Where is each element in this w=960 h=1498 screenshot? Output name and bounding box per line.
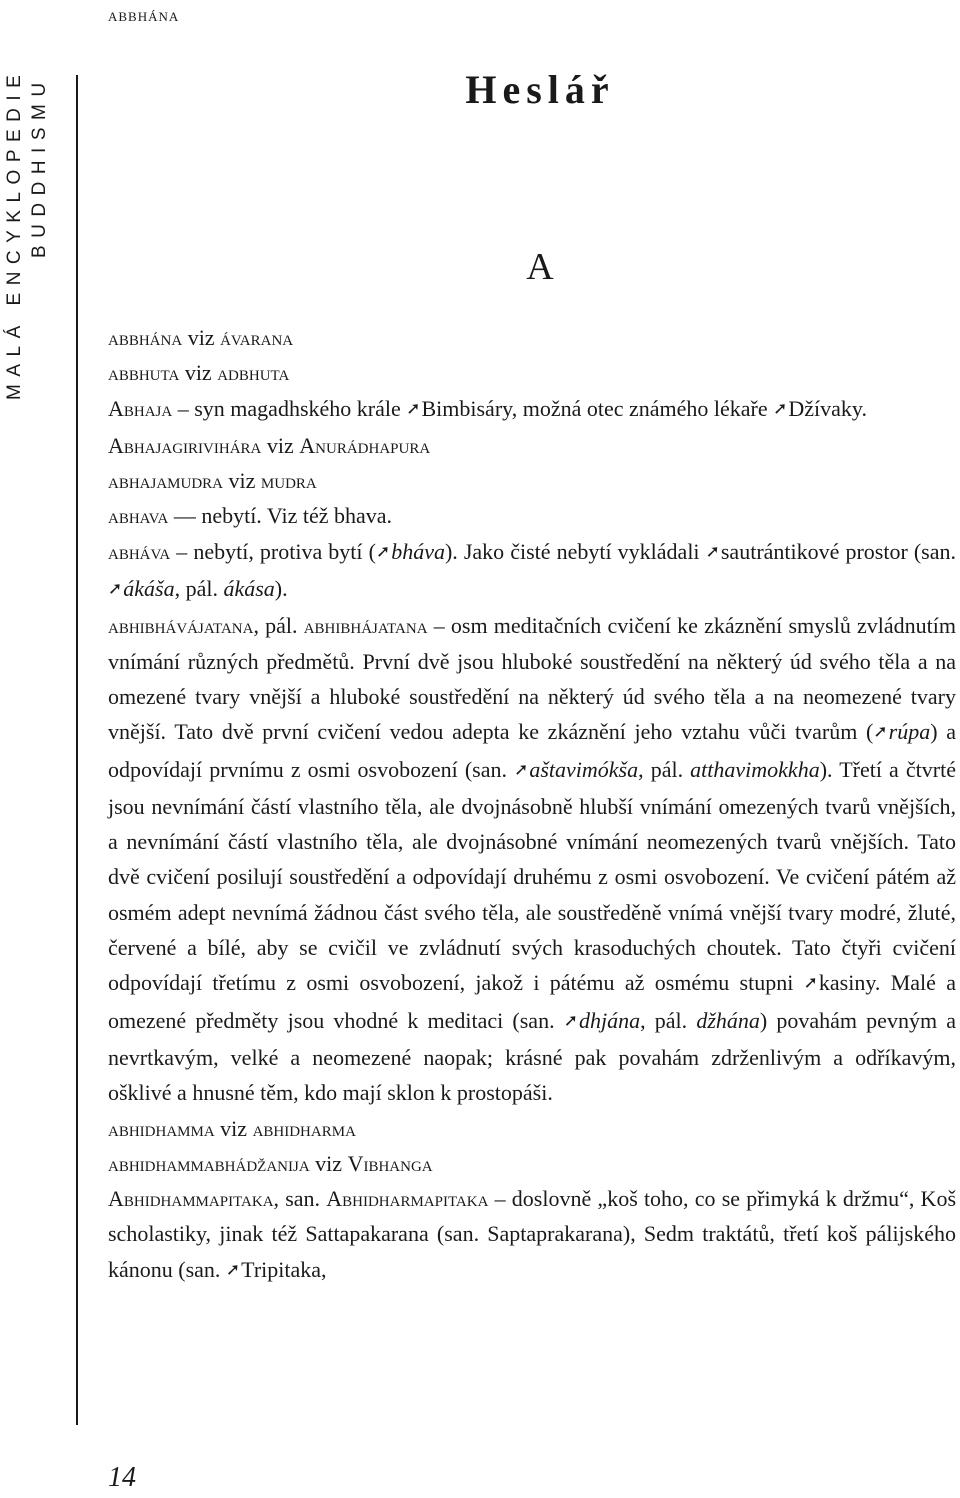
entry-abhidhammapitaka: [108, 1181, 956, 1289]
entry-text: , pál.: [638, 756, 691, 782]
entry-abhidhamma: [108, 1111, 956, 1146]
entry-text: viz: [223, 468, 261, 494]
entry-abhava: [108, 498, 956, 533]
entry-text: Džívaky.: [788, 395, 867, 421]
term-italic: bháva: [391, 538, 445, 564]
entry-text: ).: [274, 576, 288, 602]
headword: Abhaja: [108, 395, 173, 421]
entry-abhaja: [108, 391, 956, 428]
entry-text: Tripitaka,: [241, 1256, 327, 1282]
entry-text: — nebytí. Viz též bhava.: [168, 503, 393, 529]
term-italic: ákása: [223, 576, 275, 602]
entry-text: kasiny. Malé a omezené předměty jsou vhodné k meditaci (san.: [108, 970, 956, 1033]
section-letter: A: [526, 246, 554, 288]
entry-text: viz: [309, 1150, 348, 1176]
headword: abhava: [108, 503, 169, 529]
headword: mudra: [260, 468, 317, 494]
term-italic: aštavimókša: [529, 756, 639, 782]
entry-text: ). Jako čisté nebytí vykládali: [444, 538, 706, 564]
entry-text: , pál.: [174, 576, 224, 602]
headword: abhidhamma: [108, 1115, 215, 1141]
headword: Vibhanga: [347, 1150, 433, 1176]
page-title: Heslář: [465, 67, 615, 112]
term-italic: džhána: [696, 1007, 760, 1033]
cross-reference-arrow-icon: ➚: [225, 1259, 241, 1279]
cross-reference-arrow-icon: ➚: [773, 398, 788, 418]
entry-abhibhavajatana: [108, 608, 956, 1110]
dictionary-entries: [108, 320, 956, 1289]
cross-reference-arrow-icon: ➚: [803, 973, 818, 993]
entry-text: ) a odpovídají prvnímu z osmi osvobození (san.: [108, 719, 956, 782]
entry-abbhuta: [108, 355, 956, 390]
headword: abhidharma: [252, 1115, 356, 1141]
entry-text: , pál.: [640, 1007, 697, 1033]
entry-text: , pál.: [253, 613, 304, 639]
entry-text: viz: [214, 1115, 253, 1141]
term-italic: dhjána: [578, 1007, 641, 1033]
cross-reference-arrow-icon: ➚: [705, 541, 720, 561]
headword: abhibhávájatana: [108, 613, 254, 639]
cross-reference-arrow-icon: ➚: [406, 398, 421, 418]
headword: abbhuta: [108, 360, 180, 386]
entry-text: ). Třetí a čtvrté jsou nevnímání částí vlastního těla, ale dvojnásobně hlubší vnímání omezených tvarů vnějších, a nevnímání částí vlastního těla, ale dvojnásobné vnímání neomezených tvarů vnějších. Tato dvě cvičení posilují soustředění a odpovídají druhému z osmi osvobození. Ve cvičení pátém až osmém adept nevnímá žádnou část svého těla, ale soustředěně vnímá vnější tvary modré, žluté, červené a bílé, aby se cvičil ve zvládnutí svých krasoduchých choutek. Tato čtyři cvičení odpovídají třetímu z osmi osvobození, jakož i pátému až osmému stupni: [108, 756, 956, 996]
cross-reference-arrow-icon: ➚: [873, 722, 888, 742]
headword: Abhajagirivihára: [108, 432, 262, 458]
headword: abbhána: [108, 325, 183, 350]
spine-title-line-2: BUDDHISMU: [29, 75, 50, 258]
page-number: 14: [108, 1462, 136, 1493]
entry-text: , san.: [273, 1186, 327, 1212]
headword: abhajamudra: [108, 468, 224, 494]
entry-text: – doslovně „koš toho, co se přimyká k držmu“, Koš scholastiky, jinak též Sattapakarana (san. Saptaprakarana), Sedm traktátů, třetí koš pálijského kánonu (san.: [108, 1186, 956, 1282]
entry-abhajamudra: [108, 463, 956, 498]
cross-reference-arrow-icon: ➚: [108, 579, 123, 599]
headword: Abhidhammapitaka: [108, 1186, 274, 1212]
spine-title-line-1: MALÁ ENCYKLOPEDIE: [4, 67, 25, 400]
cross-reference-arrow-icon: ➚: [375, 541, 391, 561]
cross-reference-arrow-icon: ➚: [563, 1010, 578, 1030]
entry-text: Bimbisáry, možná otec známého lékaře: [421, 395, 774, 421]
cross-reference-arrow-icon: ➚: [514, 759, 529, 779]
entry-text: – syn magadhského krále: [172, 395, 407, 421]
headword: abháva: [108, 538, 171, 564]
entry-abbhana: [108, 320, 956, 355]
entry-abhajagirivihara: [108, 428, 956, 463]
entry-abhava-long: [108, 534, 956, 609]
headword: Anurádhapura: [299, 432, 431, 458]
term-italic: atthavimokkha: [690, 756, 820, 782]
entry-text: sautrántikové prostor (san.: [720, 538, 957, 564]
entry-abhidhammabhadzanija: [108, 1146, 956, 1181]
entry-text: – nebytí, protiva bytí (: [170, 538, 376, 564]
entry-text: viz: [179, 360, 218, 386]
headword: Abhidharmapitaka: [326, 1186, 489, 1212]
headword: abhibhájatana: [303, 613, 428, 639]
headword: abhidhammabhádžanija: [108, 1150, 310, 1176]
term-italic: rúpa: [888, 719, 931, 745]
term-italic: ákáša: [123, 576, 175, 602]
entry-text: – osm meditačních cvičení ke zkáznění smyslů zvládnutím vnímání různých předmětů. První dvě jsou hluboké soustředění na některý úd svého těla a na omezené tvary vnější a hluboké soustředění na některý úd svého těla a na neomezené tvary vnější. Tato dvě první cvičení vedou adepta ke zkáznění jeho vztahu vůči tvarům (: [108, 613, 956, 745]
headword: ávarana: [220, 325, 294, 350]
entry-text: ) povahám pevným a nevrtkavým, velké a neomezené naopak; krásné pak povahám zdrženlivým a odříkavým, ošklivé a hnusné těm, kdo mají sklon k prostopáši.: [108, 1007, 956, 1106]
running-head: abbhána: [108, 5, 180, 26]
headword: adbhuta: [217, 360, 290, 386]
entry-text: viz: [261, 432, 300, 458]
entry-text: viz: [182, 325, 221, 350]
